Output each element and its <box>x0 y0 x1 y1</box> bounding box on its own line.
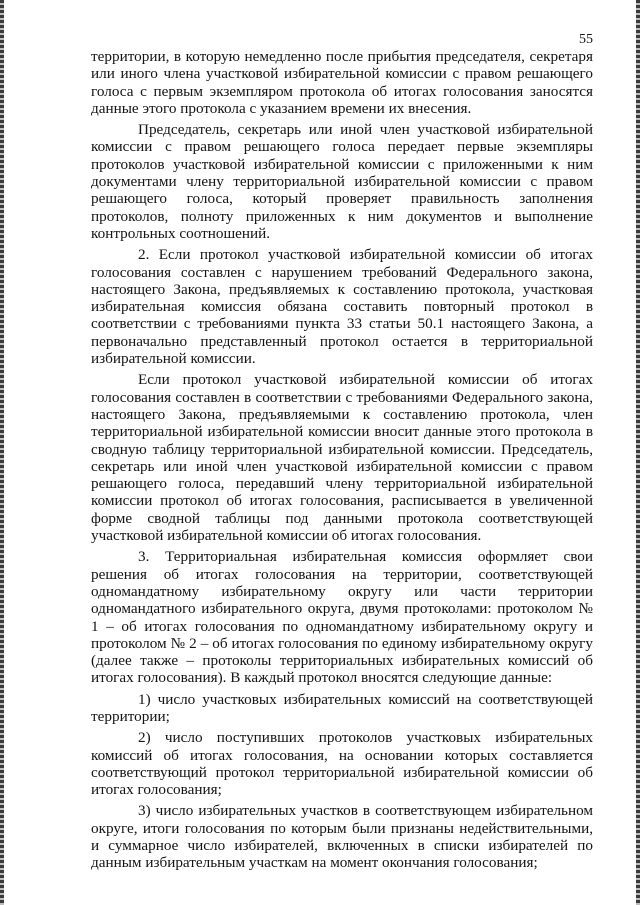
scan-right-edge <box>636 0 640 905</box>
document-page <box>91 31 593 872</box>
paragraph-clause-2: 2. Если протокол участковой избирательной комиссии об итогах голосования составлен с нарушением требований Федерального закона, настоящего Закона, предъявляемых к составлению протокола, участковая избирательная комиссия обязана составить повторный протокол в соответствии с требованиями пункта 33 статьи 50.1 настоящего Закона, а первоначально представленный протокол остается в территориальной избирательной комиссии. <box>91 246 593 368</box>
list-item-2: 2) число поступивших протоколов участковых избирательных комиссий об итогах голосования, на основании которых составляется соответствующий протокол территориальной избирательной комиссии об итогах голосования; <box>91 729 593 799</box>
page-number: 55 <box>579 32 593 47</box>
scan-left-edge <box>0 0 4 905</box>
list-item-3: 3) число избирательных участков в соответствующем избирательном округе, итоги голосования по которым были признаны недействительными, и суммарное число избирателей, включенных в списки избирателей по данным избирательным участкам на момент окончания голосования; <box>91 802 593 872</box>
paragraph-continuation: территории, в которую немедленно после прибытия председателя, секретаря или иного члена участковой избирательной комиссии с правом решающего голоса с первым экземпляром протокола об итогах голосования заносятся данные этого протокола с указанием времени их внесения. <box>91 48 593 117</box>
paragraph-clause-3: 3. Территориальная избирательная комиссия оформляет свои решения об итогах голосования на территории, соответствующей одномандатному избирательному округу или части территории одномандатного избирательного округа, двумя протоколами: протоколом № 1 – об итогах голосования по одномандатному избирательному округу и протоколом № 2 – об итогах голосования по единому избирательному округу (далее также – протоколы территориальных избирательных комиссий об итогах голосования). В каждый протокол вносятся следующие данные: <box>91 548 593 687</box>
paragraph-protocol-compliant: Если протокол участковой избирательной комиссии об итогах голосования составлен в соответствии с требованиями Федерального закона, настоящего Закона, предъявляемыми к составлению протокола, член территориальной избирательной комиссии вносит данные этого протокола в сводную таблицу территориальной избирательной комиссии. Председатель, секретарь или иной член участковой избирательной комиссии с правом решающего голоса, передавший члену территориальной избирательной комиссии протокол об итогах голосования, расписывается в увеличенной форме сводной таблицы под данными протокола соответствующей участковой избирательной комиссии об итогах голосования. <box>91 371 593 545</box>
paragraph-chairman-transfer: Председатель, секретарь или иной член участковой избирательной комиссии с правом решающего голоса передает первые экземпляры протоколов участковой избирательной комиссии с приложенными к ним документами члену территориальной избирательной комиссии с правом решающего голоса, который проверяет правильность заполнения протоколов, полноту приложенных к ним документов и выполнение контрольных соотношений. <box>91 121 593 242</box>
list-item-1: 1) число участковых избирательных комиссий на соответствующей территории; <box>91 690 593 725</box>
